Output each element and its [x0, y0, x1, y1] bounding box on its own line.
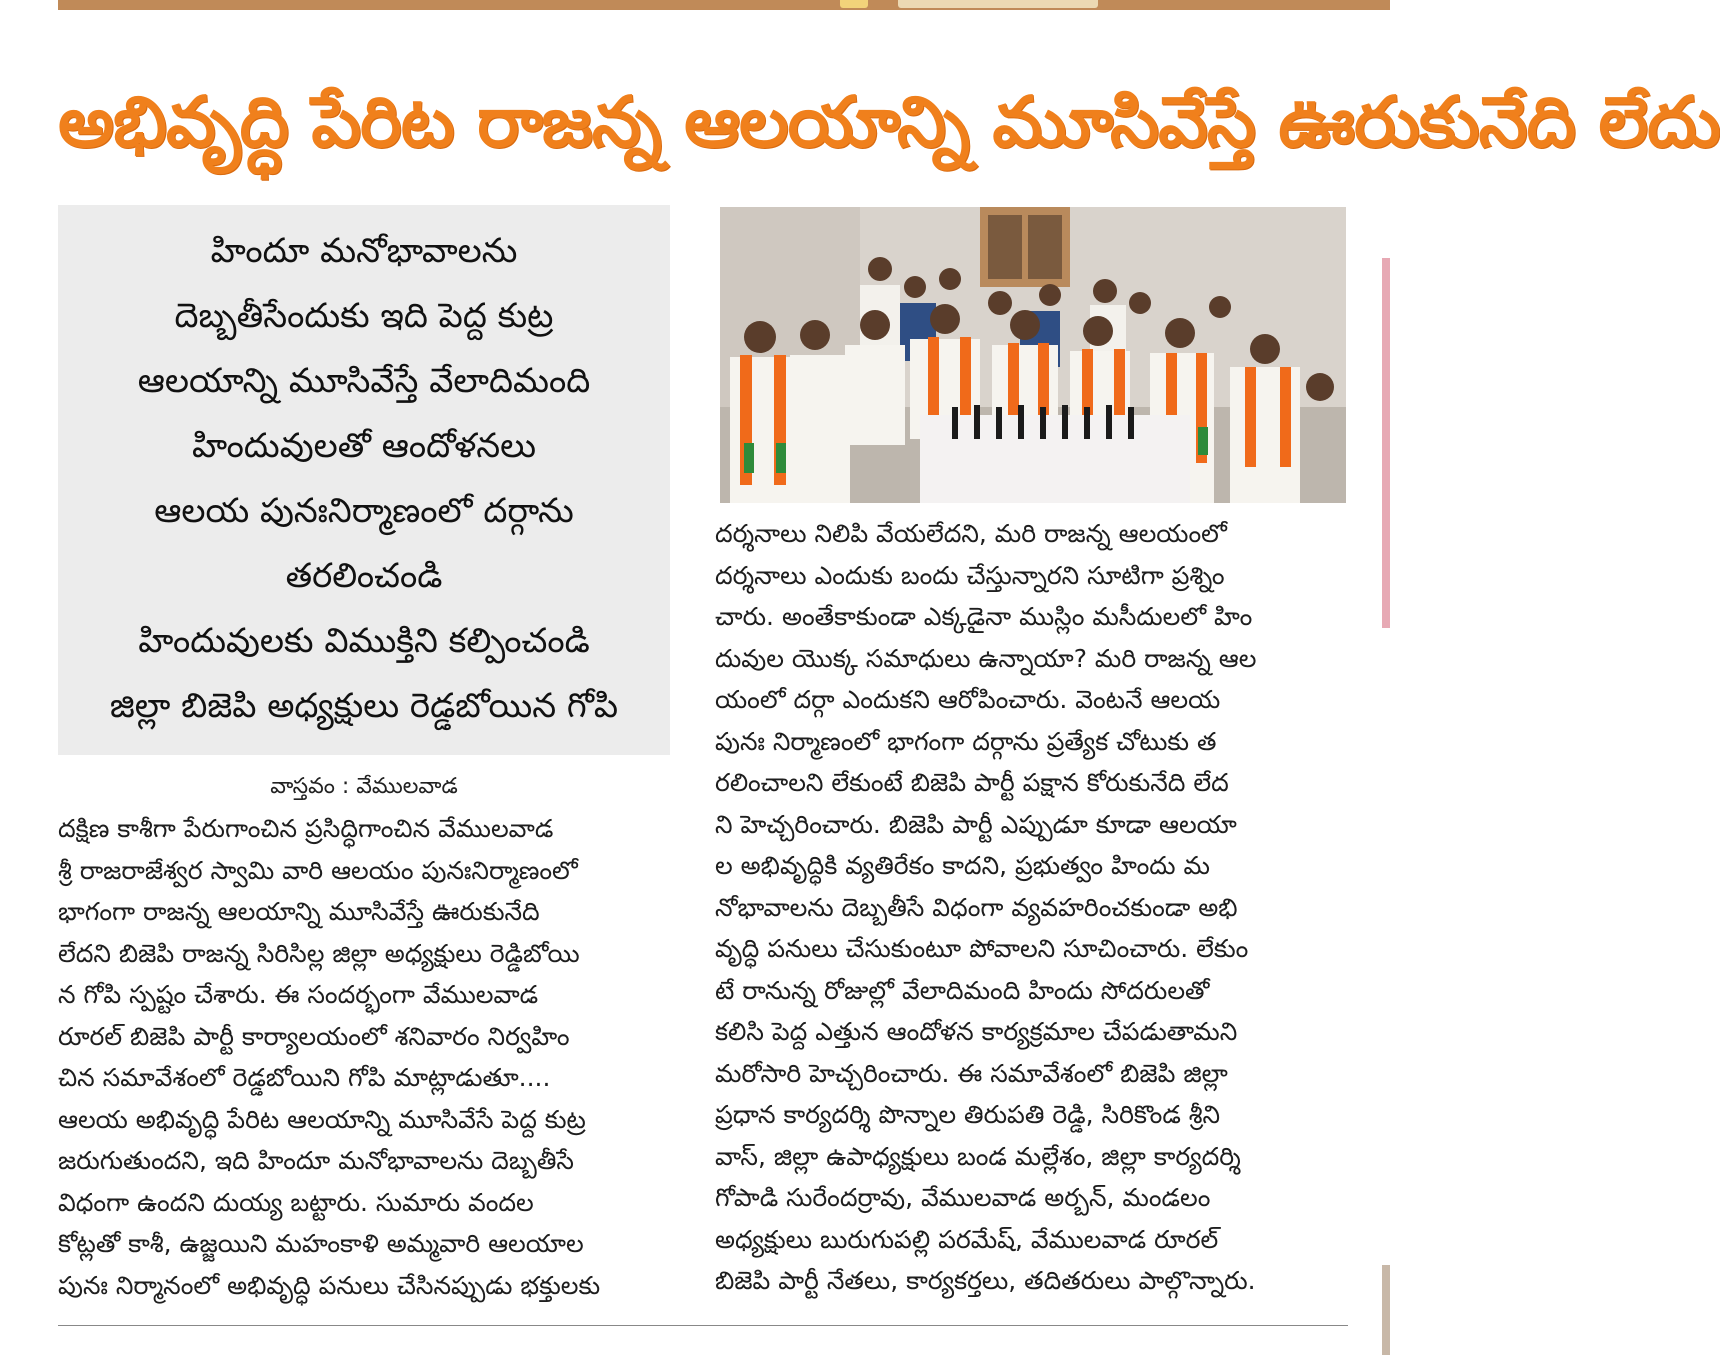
body-line: ల అభివృద్ధికి వ్యతిరేకం కాదని, ప్రభుత్వం హిందు మ [715, 851, 1210, 880]
press-meet-photo [720, 207, 1346, 503]
body-line: వృద్ధి పనులు చేసుకుంటూ పోవాలని సూచించారు. లేకుం [715, 934, 1249, 963]
highlight-line: హిందువులకు విముక్తిని కల్పించండి [138, 621, 590, 661]
body-line: లేదని బిజెపి రాజన్న సిరిసిల్ల జిల్లా అధ్యక్షులు రెడ్డిబోయి [58, 938, 580, 968]
body-line: జరుగుతుందని, ఇది హిందూ మనోభావాలను దెబ్బతీసే [58, 1146, 574, 1175]
highlight-line: ఆలయాన్ని మూసివేస్తే వేలాదిమంది [137, 361, 591, 401]
highlight-line: ఆలయ పునఃనిర్మాణంలో దర్గాను [154, 491, 574, 531]
article-headline: అభివృద్ధి పేరిట రాజన్న ఆలయాన్ని మూసివేస్తే ఊరుకునేది లేదు [58, 81, 1720, 163]
body-line: భాగంగా రాజన్న ఆలయాన్ని మూసివేస్తే ఊరుకునేది [58, 897, 540, 926]
body-line: ప్రధాన కార్యదర్శి పొన్నాల తిరుపతి రెడ్డి, సిరికొండ శ్రీని [715, 1100, 1221, 1129]
body-line: దర్శనాలు ఎందుకు బందు చేస్తున్నారని సూటిగా ప్రశ్నిం [715, 560, 1225, 590]
body-line: న గోపి స్పష్టం చేశారు. ఈ సందర్భంగా వేములవాడ [58, 980, 539, 1009]
top-decorative-band [58, 0, 1390, 10]
body-line: ని హెచ్చరించారు. బిజెపి పార్టీ ఎప్పుడూ కూడా ఆలయా [715, 809, 1237, 839]
highlight-line: తరలించండి [285, 556, 443, 596]
body-line: నోభావాలను దెబ్బతీసే విధంగా వ్యవహరించకుండా అభి [715, 892, 1238, 922]
body-line: అధ్యక్షులు బురుగుపల్లి పరమేష్, వేములవాడ రూరల్ [715, 1224, 1219, 1254]
highlights-box [58, 205, 670, 755]
highlight-line: జిల్లా బిజెపి అధ్యక్షులు రెడ్డబోయిన గోపి [109, 686, 619, 726]
body-line: వాస్, జిల్లా ఉపాధ్యక్షులు బండ మల్లేశం, జిల్లా కార్యదర్శి [715, 1141, 1241, 1171]
body-line: దువుల యొక్క సమాధులు ఉన్నాయా? మరి రాజన్న ఆల [715, 643, 1257, 673]
article-body-left-column [58, 808, 686, 1306]
body-line: దర్శనాలు నిలిపి వేయలేదని, మరి రాజన్న ఆలయంలో [715, 519, 1227, 548]
band-ornament [898, 0, 1098, 8]
body-line: రూరల్ బిజెపి పార్టీ కార్యాలయంలో శనివారం నిర్వహిం [58, 1021, 570, 1051]
body-line: టే రానున్న రోజుల్లో వేలాదిమంది హిందు సోదరులతో [715, 975, 1210, 1005]
body-line: చిన సమావేశంలో రెడ్డబోయిని గోపి మాట్లాడుతూ.... [58, 1063, 551, 1092]
body-line: శ్రీ రాజరాజేశ్వర స్వామి వారి ఆలయం పునఃనిర్మాణంలో [58, 855, 578, 885]
body-line: కోట్లతో కాశీ, ఉజ్జయిని మహంకాళి అమ్మవారి ఆలయాల [58, 1229, 584, 1258]
body-line: దక్షిణ కాశీగా పేరుగాంచిన ప్రసిద్ధిగాంచిన వేములవాడ [58, 814, 554, 843]
adjacent-page-edge [1382, 1265, 1390, 1355]
highlight-line: హిందూ మనోభావాలను [210, 231, 518, 271]
body-line: రలించాలని లేకుంటే బిజెపి పార్టీ పక్షాన కోరుకునేది లేద [715, 768, 1229, 797]
body-line: ఆలయ అభివృద్ధి పేరిట ఆలయాన్ని మూసివేసే పెద్ద కుట్ర [58, 1104, 586, 1134]
article-body-right-column [715, 513, 1343, 1302]
body-line: కలిసి పెద్ద ఎత్తున ఆందోళన కార్యక్రమాల చేపడుతామని [715, 1017, 1238, 1046]
body-line: పునః నిర్మాణంలో భాగంగా దర్గాను ప్రత్యేక చోటుకు త [715, 726, 1217, 756]
body-line: గోపాడి సురేందర్రావు, వేములవాడ అర్బన్, మండలం [715, 1183, 1211, 1212]
highlight-line: దెబ్బతీసేందుకు ఇది పెద్ద కుట్ర [174, 296, 554, 336]
body-line: మరోసారి హెచ్చరించారు. ఈ సమావేశంలో బిజెపి జిల్లా [715, 1058, 1228, 1088]
bottom-divider [58, 1325, 1348, 1326]
body-line: యంలో దర్గా ఎందుకని ఆరోపించారు. వెంటనే ఆలయ [715, 685, 1221, 714]
band-ornament [840, 0, 868, 8]
body-line: విధంగా ఉందని దుయ్య బట్టారు. సుమారు వందల [58, 1187, 534, 1217]
body-line: బిజెపి పార్టీ నేతలు, కార్యకర్తలు, తదితరులు పాల్గొన్నారు. [715, 1266, 1256, 1295]
adjacent-page-edge [1382, 258, 1390, 628]
body-line: చారు. అంతేకాకుండా ఎక్కడైనా ముస్లిం మసీదులలో హిం [715, 602, 1253, 631]
dateline: వాస్తవం : వేములవాడ [270, 774, 458, 799]
press-meet-photo-illustration [720, 207, 1346, 503]
body-line: పునః నిర్మానంలో అభివృద్ధి పనులు చేసినప్పుడు భక్తులకు [58, 1270, 601, 1300]
highlight-line: హిందువులతో ఆందోళనలు [191, 426, 537, 466]
